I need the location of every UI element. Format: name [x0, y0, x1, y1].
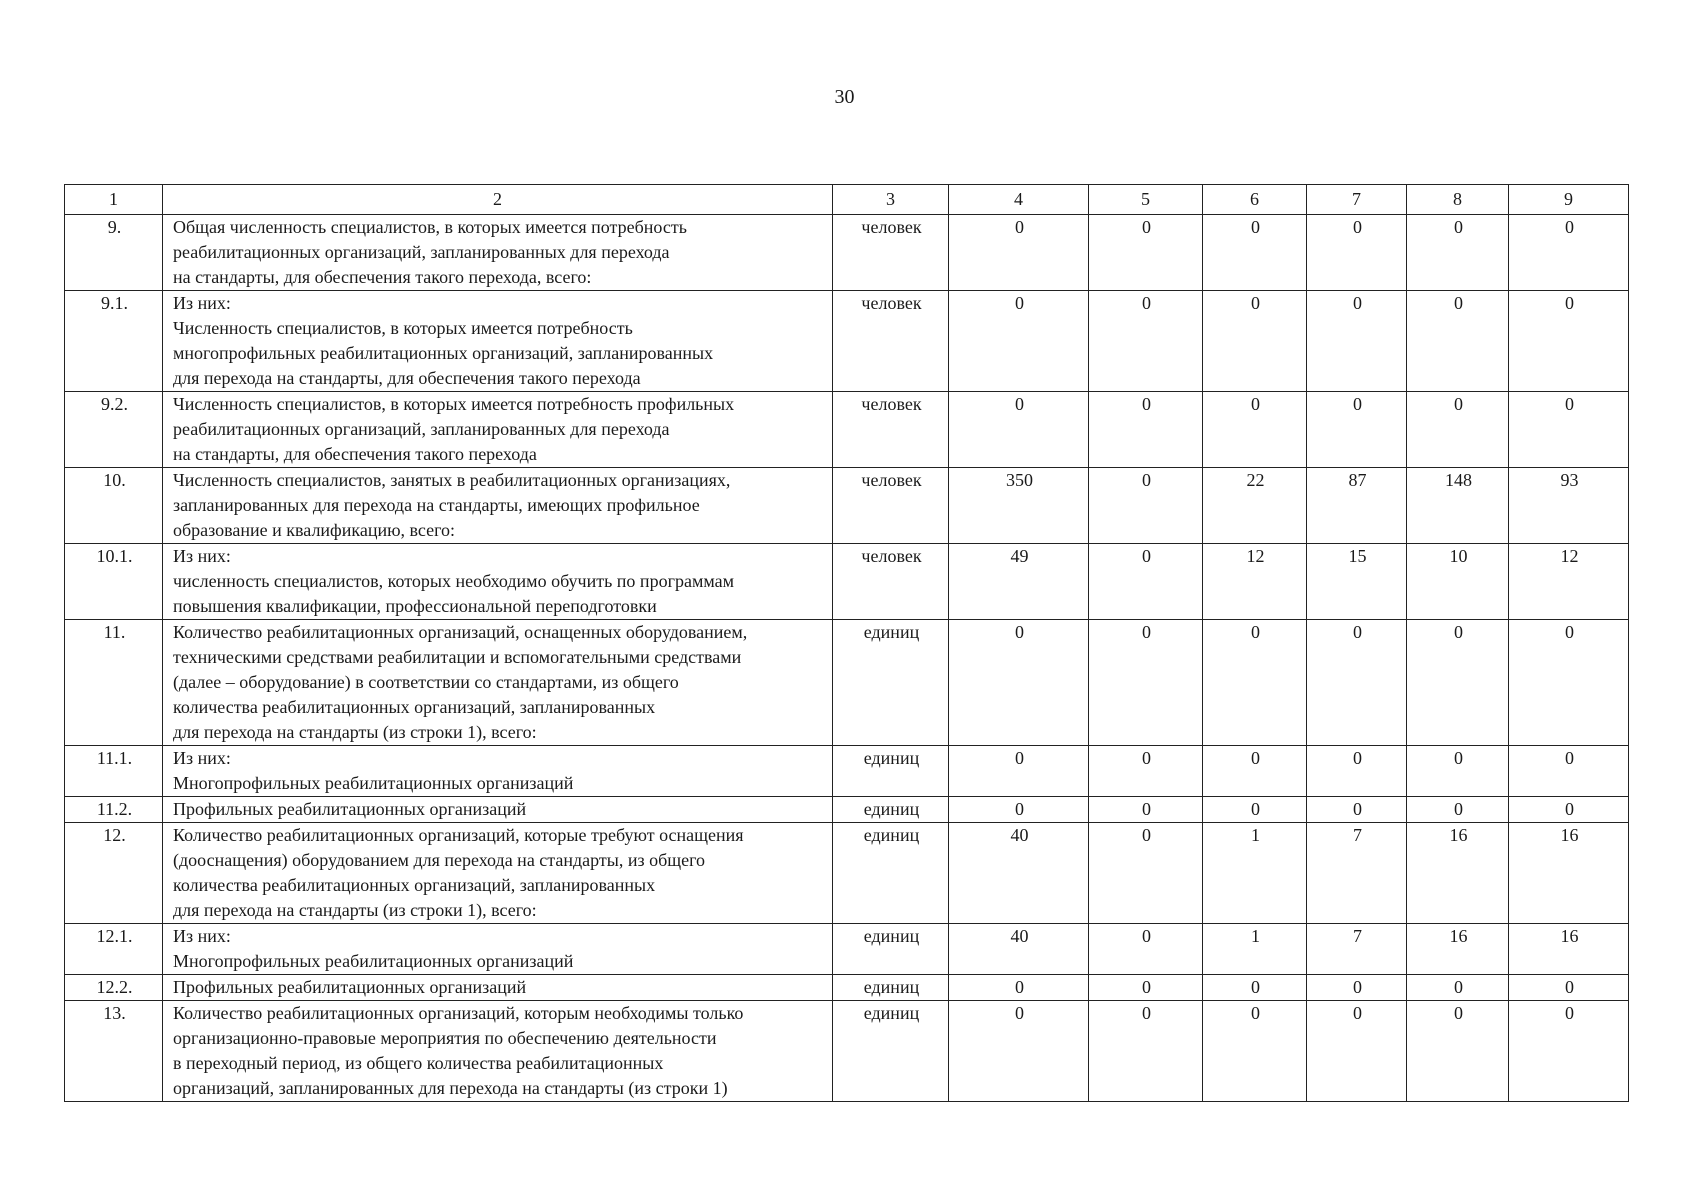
table-row: [65, 1001, 1629, 1102]
value-cell: 0: [1089, 924, 1203, 975]
value-cell: 49: [949, 544, 1089, 620]
value-cell: 0: [1089, 468, 1203, 544]
value-cell: 0: [949, 1001, 1089, 1102]
value-cell: 0: [1509, 975, 1629, 1001]
value-cell: 0: [1509, 797, 1629, 823]
table-row: [65, 924, 1629, 975]
row-number-cell: 12.: [65, 823, 163, 924]
value-cell: 0: [1407, 1001, 1509, 1102]
value-cell: 0: [1307, 392, 1407, 468]
row-number-cell: 9.: [65, 215, 163, 291]
value-cell: 0: [1307, 1001, 1407, 1102]
value-cell: 15: [1307, 544, 1407, 620]
data-table: [64, 184, 1629, 1102]
value-cell: 0: [1089, 1001, 1203, 1102]
value-cell: 0: [949, 291, 1089, 392]
unit-cell: единиц: [833, 1001, 949, 1102]
unit-cell: человек: [833, 215, 949, 291]
value-cell: 7: [1307, 823, 1407, 924]
value-cell: 0: [1407, 746, 1509, 797]
column-header: 8: [1407, 185, 1509, 215]
unit-cell: единиц: [833, 620, 949, 746]
value-cell: 0: [949, 797, 1089, 823]
value-cell: 0: [949, 620, 1089, 746]
value-cell: 0: [1509, 620, 1629, 746]
value-cell: 0: [1407, 797, 1509, 823]
indicator-description-cell: Количество реабилитационных организаций, которые требуют оснащения (дооснащения) оборудованием для перехода на стандарты, из общего количества реабилитационных организаций, запланированных для перехода на стандарты (из строки 1), всего:: [163, 823, 833, 924]
value-cell: 0: [1307, 746, 1407, 797]
value-cell: 0: [1089, 823, 1203, 924]
value-cell: 16: [1509, 924, 1629, 975]
indicator-description-cell: Общая численность специалистов, в которых имеется потребность реабилитационных организаций, запланированных для перехода на стандарты, для обеспечения такого перехода, всего:: [163, 215, 833, 291]
column-header: 6: [1203, 185, 1307, 215]
column-header: 2: [163, 185, 833, 215]
value-cell: 0: [1307, 620, 1407, 746]
row-number-cell: 10.: [65, 468, 163, 544]
value-cell: 0: [1203, 215, 1307, 291]
value-cell: 0: [949, 975, 1089, 1001]
page-number: 30: [834, 86, 855, 108]
value-cell: 0: [1089, 797, 1203, 823]
row-number-cell: 9.1.: [65, 291, 163, 392]
value-cell: 12: [1509, 544, 1629, 620]
value-cell: 0: [1307, 215, 1407, 291]
value-cell: 1: [1203, 924, 1307, 975]
value-cell: 0: [1203, 291, 1307, 392]
unit-cell: человек: [833, 291, 949, 392]
value-cell: 0: [1203, 797, 1307, 823]
row-number-cell: 12.2.: [65, 975, 163, 1001]
column-header: 9: [1509, 185, 1629, 215]
column-header: 3: [833, 185, 949, 215]
value-cell: 16: [1407, 823, 1509, 924]
row-number-cell: 9.2.: [65, 392, 163, 468]
value-cell: 1: [1203, 823, 1307, 924]
header-row: [65, 185, 1629, 215]
indicator-description-cell: Профильных реабилитационных организаций: [163, 975, 833, 1001]
value-cell: 22: [1203, 468, 1307, 544]
value-cell: 0: [1407, 975, 1509, 1001]
value-cell: 0: [1089, 620, 1203, 746]
unit-cell: единиц: [833, 797, 949, 823]
column-header: 1: [65, 185, 163, 215]
table-row: [65, 468, 1629, 544]
value-cell: 0: [1407, 215, 1509, 291]
table-row: [65, 975, 1629, 1001]
value-cell: 0: [1089, 291, 1203, 392]
value-cell: 0: [1509, 392, 1629, 468]
column-header: 5: [1089, 185, 1203, 215]
indicator-description-cell: Количество реабилитационных организаций, которым необходимы только организационно-правовые мероприятия по обеспечению деятельности в переходный период, из общего количества реабилитационных организаций, запланированных для перехода на стандарты (из строки 1): [163, 1001, 833, 1102]
value-cell: 0: [1089, 215, 1203, 291]
table-row: [65, 215, 1629, 291]
value-cell: 0: [1307, 975, 1407, 1001]
value-cell: 0: [1407, 620, 1509, 746]
row-number-cell: 11.2.: [65, 797, 163, 823]
unit-cell: человек: [833, 544, 949, 620]
column-header: 7: [1307, 185, 1407, 215]
table-row: [65, 392, 1629, 468]
value-cell: 0: [1203, 975, 1307, 1001]
value-cell: 0: [949, 746, 1089, 797]
row-number-cell: 11.1.: [65, 746, 163, 797]
unit-cell: человек: [833, 468, 949, 544]
value-cell: 148: [1407, 468, 1509, 544]
row-number-cell: 13.: [65, 1001, 163, 1102]
value-cell: 0: [949, 215, 1089, 291]
value-cell: 0: [1203, 620, 1307, 746]
row-number-cell: 11.: [65, 620, 163, 746]
indicator-description-cell: Из них: Многопрофильных реабилитационных организаций: [163, 746, 833, 797]
table-row: [65, 544, 1629, 620]
value-cell: 0: [1203, 746, 1307, 797]
value-cell: 350: [949, 468, 1089, 544]
value-cell: 0: [1407, 291, 1509, 392]
value-cell: 7: [1307, 924, 1407, 975]
value-cell: 10: [1407, 544, 1509, 620]
value-cell: 93: [1509, 468, 1629, 544]
value-cell: 0: [1307, 291, 1407, 392]
value-cell: 0: [1407, 392, 1509, 468]
table-body: [65, 215, 1629, 1102]
indicator-description-cell: Численность специалистов, в которых имеется потребность профильных реабилитационных организаций, запланированных для перехода на стандарты, для обеспечения такого перехода: [163, 392, 833, 468]
table-row: [65, 797, 1629, 823]
value-cell: 87: [1307, 468, 1407, 544]
indicator-description-cell: Профильных реабилитационных организаций: [163, 797, 833, 823]
value-cell: 0: [1509, 291, 1629, 392]
value-cell: 0: [1509, 1001, 1629, 1102]
unit-cell: единиц: [833, 746, 949, 797]
indicator-description-cell: Количество реабилитационных организаций, оснащенных оборудованием, техническими средствами реабилитации и вспомогательными средствами (далее – оборудование) в соответствии со стандартами, из общего количества реабилитационных организаций, запланированных для перехода на стандарты (из строки 1), всего:: [163, 620, 833, 746]
value-cell: 0: [1203, 392, 1307, 468]
column-header: 4: [949, 185, 1089, 215]
value-cell: 0: [1089, 746, 1203, 797]
value-cell: 0: [1089, 975, 1203, 1001]
table-row: [65, 746, 1629, 797]
value-cell: 12: [1203, 544, 1307, 620]
table-row: [65, 291, 1629, 392]
value-cell: 16: [1509, 823, 1629, 924]
row-number-cell: 12.1.: [65, 924, 163, 975]
value-cell: 0: [1509, 746, 1629, 797]
row-number-cell: 10.1.: [65, 544, 163, 620]
value-cell: 0: [1089, 392, 1203, 468]
indicator-description-cell: Из них: Многопрофильных реабилитационных организаций: [163, 924, 833, 975]
value-cell: 0: [1203, 1001, 1307, 1102]
unit-cell: человек: [833, 392, 949, 468]
unit-cell: единиц: [833, 975, 949, 1001]
indicator-description-cell: Из них: численность специалистов, которых необходимо обучить по программам повышения квалификации, профессиональной переподготовки: [163, 544, 833, 620]
table-row: [65, 823, 1629, 924]
value-cell: 0: [1089, 544, 1203, 620]
table-row: [65, 620, 1629, 746]
indicator-description-cell: Численность специалистов, занятых в реабилитационных организациях, запланированных для перехода на стандарты, имеющих профильное образование и квалификацию, всего:: [163, 468, 833, 544]
value-cell: 40: [949, 924, 1089, 975]
indicator-description-cell: Из них: Численность специалистов, в которых имеется потребность многопрофильных реабилитационных организаций, запланированных для перехода на стандарты, для обеспечения такого перехода: [163, 291, 833, 392]
value-cell: 0: [949, 392, 1089, 468]
value-cell: 0: [1307, 797, 1407, 823]
value-cell: 0: [1509, 215, 1629, 291]
unit-cell: единиц: [833, 823, 949, 924]
value-cell: 16: [1407, 924, 1509, 975]
value-cell: 40: [949, 823, 1089, 924]
unit-cell: единиц: [833, 924, 949, 975]
